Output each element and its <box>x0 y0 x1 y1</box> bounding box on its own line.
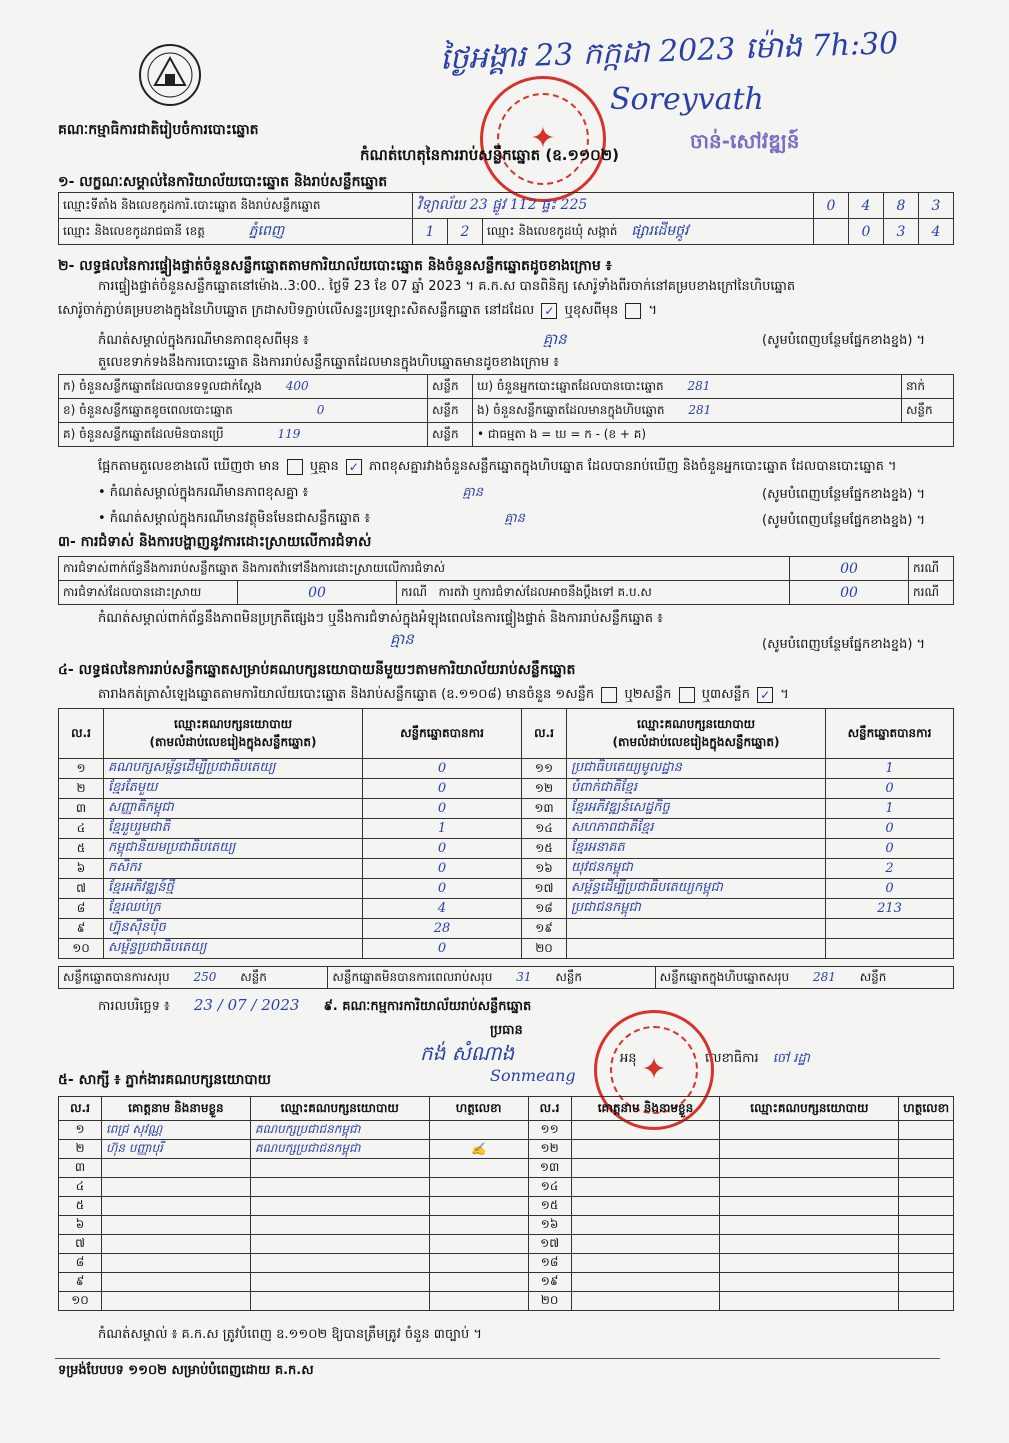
witness-party <box>250 1235 429 1254</box>
irregularity-note-line: កំណត់សម្គាល់ពាក់ព័ន្ធនឹងភាពមិនប្រក្រតីផ្សេងៗ ឬនឹងការជំទាស់ក្នុងអំឡុងពេលនៃការផ្ទៀងផ្ទាត់ និងការរាប់សន្លឹកឆ្នោត ៖ <box>98 611 663 626</box>
case-unit: ករណី <box>909 581 954 605</box>
section-3-heading: ៣- ការជំទាស់ និងការបង្ហាញនូវការដោះស្រាយលើការជំទាស់ <box>58 534 372 550</box>
party-votes: 1 <box>826 799 954 819</box>
party-name: សហភាពជាតិខ្មែរ <box>567 819 826 839</box>
witness-party: គណបក្សប្រជាជនកម្ពុជា <box>250 1121 429 1140</box>
fill-hint: (សូមបំពេញបន្ថែមផ្នែកខាងខ្នង) ។ <box>762 333 926 348</box>
party-results-table <box>58 708 954 959</box>
row-number: ១ <box>59 759 104 779</box>
unit-label: សន្លឹក <box>902 399 954 423</box>
office-code-digit: 4 <box>849 193 884 219</box>
row-number: ៨ <box>59 899 104 919</box>
one-sheet-checkbox[interactable] <box>601 687 617 703</box>
witness-signature <box>429 1292 528 1311</box>
official-seal-bottom: ✦ <box>594 1010 714 1130</box>
bullet-difference-value: គ្មាន <box>462 485 483 500</box>
witness-name <box>571 1235 720 1254</box>
witness-signature <box>899 1140 954 1159</box>
commune-code-digit: 0 <box>849 219 884 245</box>
party-name: ខ្មែររួបរួមជាតិ <box>104 819 363 839</box>
table-row <box>59 779 954 799</box>
table-row <box>59 1159 954 1178</box>
total-box-value: 281 <box>812 969 836 984</box>
voters-label: ឃ) ចំនួនអ្នកបោះឆ្នោតដែលបានបោះឆ្នោត <box>477 378 664 393</box>
footnote: កំណត់សម្គាល់ ៖ គ.ក.ស ត្រូវបំពេញ ឧ.១១០២ ឱ្យបានត្រឹមត្រូវ ចំនួន ៣ច្បាប់ ។ <box>98 1327 482 1342</box>
table-row <box>59 1292 954 1311</box>
unit-label: សន្លឹក <box>428 399 473 423</box>
province-code-digit: 2 <box>448 219 483 245</box>
row-number: ១១ <box>522 759 567 779</box>
spoiled-label: ខ) ចំនួនសន្លឹកឆ្នោតខូចពេលបោះឆ្នោត <box>63 402 233 417</box>
col-sign: ហត្ថលេខា <box>899 1097 954 1121</box>
table-row <box>59 1235 954 1254</box>
row-number: ៣ <box>59 1159 102 1178</box>
witness-signature <box>899 1178 954 1197</box>
table-row <box>59 919 954 939</box>
party-rows <box>59 759 954 959</box>
table-row <box>59 839 954 859</box>
witness-party <box>720 1273 899 1292</box>
witness-name <box>101 1216 250 1235</box>
witness-signature <box>899 1254 954 1273</box>
party-votes: 0 <box>363 779 522 799</box>
row-number: ៧ <box>59 1235 102 1254</box>
party-name: ខ្មែរឈប់ក្រ <box>104 899 363 919</box>
row-number: ១៥ <box>522 839 567 859</box>
total-valid-value: 250 <box>193 969 217 984</box>
counts-table <box>58 374 954 447</box>
commune-label: ឈ្មោះ និងលេខកូដឃុំ សង្កាត់ <box>487 224 618 238</box>
office-code-digit: 0 <box>814 193 849 219</box>
total-box-label: សន្លឹកឆ្នោតក្នុងហិបឆ្នោតសរុប <box>659 969 790 984</box>
party-name: សម្ព័ន្ធដើម្បីប្រជាធិបតេយ្យកម្ពុជា <box>567 879 826 899</box>
witness-signature <box>899 1121 954 1140</box>
document-title: កំណត់ហេតុនៃការរាប់សន្លឹកឆ្នោត (ឧ.១១០២) <box>360 146 620 164</box>
violet-name-stamp: ចាន់-សៅវឌ្ឍន៍ <box>690 129 800 153</box>
row-number: ៤ <box>59 1178 102 1197</box>
witness-signature: ✍ <box>429 1140 528 1159</box>
party-votes: 2 <box>826 859 954 879</box>
party-name: ខ្មែរតែមួយ <box>104 779 363 799</box>
party-votes: 0 <box>363 939 522 959</box>
witness-signature <box>429 1273 528 1292</box>
committee-label: ៩. គណៈកម្មការការិយាល័យរាប់សន្លឹកឆ្នោត <box>323 999 532 1014</box>
formula: • ជាធម្មតា ង = ឃ = ក - (ខ + គ) <box>473 423 954 447</box>
party-votes: 0 <box>826 879 954 899</box>
complaint-value: 00 <box>790 557 909 581</box>
total-invalid-label: សន្លឹកឆ្នោតមិនបានការពេលរាប់សរុប <box>332 969 493 984</box>
received-label: ក) ចំនួនសន្លឹកឆ្នោតដែលបានទទួលជាក់ស្តែង <box>63 378 262 393</box>
party-votes <box>826 939 954 959</box>
total-invalid-value: 31 <box>516 969 532 984</box>
party-name <box>567 939 826 959</box>
unused-label: គ) ចំនួនសន្លឹកឆ្នោតដែលមិនបានប្រើ <box>63 426 224 441</box>
col-party: ឈ្មោះគណបក្សនយោបាយ <box>720 1097 899 1121</box>
province-label: ឈ្មោះ និងលេខកូដរាជធានី ខេត្ត ភ្នំពេញ <box>59 219 413 245</box>
handwritten-date: ថ្ងៃអង្គារ 23 កក្កដា 2023 ម៉ោង 7h:30 <box>439 26 899 77</box>
section-5-heading: ៥- សាក្សី ៖ ភ្នាក់ងារគណបក្សនយោបាយ <box>58 1072 272 1088</box>
secretary-line: លេខាធិការ ចៅ រដ្ឋា <box>705 1051 810 1066</box>
witness-name: ពេជ្រ សុវណ្ណ <box>101 1121 250 1140</box>
witness-party <box>250 1292 429 1311</box>
witness-signature <box>429 1159 528 1178</box>
party-votes: 0 <box>363 759 522 779</box>
appeal-value: 00 <box>790 581 909 605</box>
has-difference-checkbox[interactable] <box>287 459 303 475</box>
party-name: ប្រជាជនកម្ពុជា <box>567 899 826 919</box>
witness-name: ហ៊ុន បញ្ញាបុរី <box>101 1140 250 1159</box>
row-number: ១៦ <box>528 1216 571 1235</box>
witness-name <box>101 1178 250 1197</box>
witness-party <box>720 1178 899 1197</box>
two-sheets-checkbox[interactable] <box>679 687 695 703</box>
witness-signature <box>899 1273 954 1292</box>
table-row <box>59 859 954 879</box>
party-name: គណបក្សសម្ព័ន្ធដើម្បីប្រជាធិបតេយ្យ <box>104 759 363 779</box>
party-votes: 0 <box>826 779 954 799</box>
witness-signature <box>429 1121 528 1140</box>
witness-name <box>571 1273 720 1292</box>
row-number: ១៨ <box>522 899 567 919</box>
party-name: កម្ពុជានិយមប្រជាធិបតេយ្យ <box>104 839 363 859</box>
bullet-foreign-object-value: គ្មាន <box>504 511 525 526</box>
spoiled-value: 0 <box>316 402 325 417</box>
nec-emblem-icon <box>135 40 205 110</box>
witness-party <box>250 1273 429 1292</box>
party-name: កសិករ <box>104 859 363 879</box>
table-row <box>59 879 954 899</box>
bullet-foreign-object-note: • កំណត់សម្គាល់ក្នុងករណីមានវត្ថុមិនមែនជាសន្លឹកឆ្នោត ៖ គ្មាន <box>98 511 525 526</box>
row-number: ១៣ <box>528 1159 571 1178</box>
seal-status-line: សោរ៉ូចាក់ភ្ជាប់គម្របខាងក្នុងនៃហិបឆ្នោត ក្រដាសបិទភ្ជាប់លើសន្ទះប្រឡោះសិតសន្លឹកឆ្នោត នៅដដែល ✓ ឬខុសពីមុន ។ <box>58 303 658 318</box>
col-party: ឈ្មោះគណបក្សនយោបាយ (តាមលំដាប់លេខរៀងក្នុងសន្លឹកឆ្នោត) <box>567 709 826 759</box>
row-number: ១៩ <box>522 919 567 939</box>
secretary-signature: ចៅ រដ្ឋា <box>772 1051 810 1066</box>
col-party: ឈ្មោះគណបក្សនយោបាយ (តាមលំដាប់លេខរៀងក្នុងសន្លឹកឆ្នោត) <box>104 709 363 759</box>
col-no: ល.រ <box>59 1097 102 1121</box>
row-number: ៩ <box>59 1273 102 1292</box>
section-4-heading: ៤- លទ្ធផលនៃការរាប់សន្លឹកឆ្នោតសម្រាប់គណបក្សនយោបាយនីមួយៗតាមការិយាល័យរាប់សន្លឹកឆ្នោត <box>58 662 576 678</box>
witness-name <box>101 1197 250 1216</box>
party-name: ខ្មែរអនាគត <box>567 839 826 859</box>
unit-label: សន្លឹក <box>428 375 473 399</box>
witness-signature <box>429 1178 528 1197</box>
witness-signature <box>899 1159 954 1178</box>
witness-name <box>571 1140 720 1159</box>
same-checkbox[interactable]: ✓ <box>541 303 557 319</box>
witness-party <box>720 1140 899 1159</box>
unused-value: 119 <box>277 426 301 441</box>
office-code-digit: 3 <box>919 193 954 219</box>
row-number: ១០ <box>59 939 104 959</box>
fill-hint: (សូមបំពេញបន្ថែមផ្នែកខាងខ្នង) ។ <box>762 487 926 502</box>
footer-divider <box>55 1358 940 1359</box>
table-row <box>59 819 954 839</box>
witness-name <box>571 1292 720 1311</box>
row-number: ៩ <box>59 919 104 939</box>
table-row <box>59 1178 954 1197</box>
party-votes: 4 <box>363 899 522 919</box>
party-name: ខ្មែរអភិវឌ្ឍន៍សេដ្ឋកិច្ច <box>567 799 826 819</box>
party-name: ខ្មែរអភិវឌ្ឍន៍ថ្មី <box>104 879 363 899</box>
witness-party <box>720 1292 899 1311</box>
witness-name <box>101 1273 250 1292</box>
row-number: ១៦ <box>522 859 567 879</box>
witness-party <box>720 1235 899 1254</box>
witness-signature <box>429 1254 528 1273</box>
chair-signature: កង់ សំណាង <box>420 1041 515 1065</box>
witness-name <box>571 1197 720 1216</box>
row-number: ១២ <box>528 1140 571 1159</box>
row-number: ៨ <box>59 1254 102 1273</box>
witness-name <box>571 1121 720 1140</box>
party-votes: 0 <box>826 839 954 859</box>
col-no: ល.រ <box>528 1097 571 1121</box>
col-votes: សន្លឹកឆ្នោតបានការ <box>363 709 522 759</box>
witness-name <box>571 1216 720 1235</box>
col-no: ល.រ <box>59 709 104 759</box>
party-votes: 0 <box>363 859 522 879</box>
three-sheets-checkbox[interactable]: ✓ <box>757 687 773 703</box>
row-number: ១២ <box>522 779 567 799</box>
party-votes: 0 <box>363 799 522 819</box>
witness-signature <box>429 1216 528 1235</box>
row-number: ១៧ <box>528 1235 571 1254</box>
fill-hint: (សូមបំពេញបន្ថែមផ្នែកខាងខ្នង) ។ <box>762 637 926 652</box>
row-number: ៥ <box>59 1197 102 1216</box>
party-name: សម្ព័ន្ធប្រជាធិបតេយ្យ <box>104 939 363 959</box>
witness-table <box>58 1096 954 1311</box>
witness-signature <box>899 1216 954 1235</box>
party-name: បំពាក់ជាតិខ្មែរ <box>567 779 826 799</box>
row-number: ១៥ <box>528 1197 571 1216</box>
table-row <box>59 939 954 959</box>
party-votes: 0 <box>363 839 522 859</box>
witness-signature <box>899 1292 954 1311</box>
table-row <box>59 899 954 919</box>
in-box-label: ង) ចំនួនសន្លឹកឆ្នោតដែលមានក្នុងហិបឆ្នោត <box>477 402 665 417</box>
party-votes: 0 <box>826 819 954 839</box>
row-number: ១៤ <box>522 819 567 839</box>
table-row <box>59 1254 954 1273</box>
office-label: ឈ្មោះទីតាំង និងលេខកូដការិ.បោះឆ្នោត និងរាប់សន្លឹកឆ្នោត <box>59 193 413 219</box>
row-number: ១៤ <box>528 1178 571 1197</box>
case-unit: ករណី <box>401 584 428 599</box>
witness-party <box>720 1197 899 1216</box>
witness-party <box>250 1178 429 1197</box>
row-number: ៦ <box>59 1216 102 1235</box>
witness-party <box>250 1159 429 1178</box>
witness-party: គណបក្សប្រជាជនកម្ពុជា <box>250 1140 429 1159</box>
commune-value: ផ្សារដើមថ្កូវ <box>631 223 689 239</box>
commune-cell <box>483 219 814 245</box>
total-valid-label: សន្លឹកឆ្នោតបានការសរុប <box>63 969 170 984</box>
party-votes: 213 <box>826 899 954 919</box>
difference-check-line: ផ្អែកតាមតួលេខខាងលើ ឃើញថា មាន ឬគ្មាន ✓ ភាពខុសគ្នារវាងចំនួនសន្លឹកឆ្នោតក្នុងហិបឆ្នោត ដែលបានរាប់ឃើញ និងចំនួនអ្នកបោះឆ្នោត ដែលបានបោះឆ្នោត ។ <box>98 459 897 474</box>
office-code-digit: 8 <box>884 193 919 219</box>
resolved-value: 00 <box>238 581 397 605</box>
table-row <box>59 1273 954 1292</box>
col-sign: ហត្ថលេខា <box>429 1097 528 1121</box>
row-number: ១ <box>59 1121 102 1140</box>
voters-value: 281 <box>687 378 711 393</box>
table-row <box>59 1197 954 1216</box>
table-row <box>59 759 954 779</box>
row-number: ១៨ <box>528 1254 571 1273</box>
party-name: ហ្វ៊ុនស៊ិនប៉ិច <box>104 919 363 939</box>
row-number: ២០ <box>522 939 567 959</box>
row-number: ៧ <box>59 879 104 899</box>
witness-party <box>250 1197 429 1216</box>
row-number: ២០ <box>528 1292 571 1311</box>
row-number: ៣ <box>59 799 104 819</box>
witness-signature <box>899 1235 954 1254</box>
row-number: ១០ <box>59 1292 102 1311</box>
verification-time-line: ការផ្ទៀងផ្ទាត់ចំនួនសន្លឹកឆ្នោតនៅម៉ោង..3:00.. ថ្ងៃទី 23 ខែ 07 ឆ្នាំ 2023 ។ គ.ក.ស បានពិនិត្យ សោរ៉ូទាំងពីរចាក់នៅគម្របខាងក្រៅនៃហិបឆ្នោត <box>98 279 796 294</box>
complaint-label: ការជំទាស់ពាក់ព័ន្ធនឹងការរាប់សន្លឹកឆ្នោត និងការតវ៉ាទៅនឹងការដោះស្រាយលើការជំទាស់ <box>59 557 790 581</box>
unit-label: សន្លឹក <box>428 423 473 447</box>
row-number: ៥ <box>59 839 104 859</box>
party-votes: 0 <box>363 879 522 899</box>
witness-party <box>250 1254 429 1273</box>
witness-party <box>720 1159 899 1178</box>
unit-label: នាក់ <box>902 375 954 399</box>
difference-note-line: កំណត់សម្គាល់ក្នុងករណីមានភាពខុសពីមុន ៖ គ្មាន <box>98 330 567 348</box>
fill-hint: (សូមបំពេញបន្ថែមផ្នែកខាងខ្នង) ។ <box>762 513 926 528</box>
section-1-heading: ១- លក្ខណៈសម្គាល់នៃការិយាល័យបោះឆ្នោត និងរាប់សន្លឹកឆ្នោត <box>58 174 388 190</box>
witness-name <box>101 1254 250 1273</box>
tally-sheet-line: តារាងកត់ត្រាសំឡេងឆ្នោតតាមការិយាល័យបោះឆ្នោត និងរាប់សន្លឹកឆ្នោត (ឧ.១១០៨) មានចំនួន ១សន្លឹក ឬ២សន្លឹក ឬ៣សន្លឹក ✓ ។ <box>98 687 789 702</box>
row-number: ១៧ <box>522 879 567 899</box>
party-votes: 1 <box>363 819 522 839</box>
official-seal-top: ✦ <box>480 76 606 202</box>
party-name: សញ្ញាតិកម្ពុជា <box>104 799 363 819</box>
section-1-table <box>58 192 954 245</box>
col-party: ឈ្មោះគណបក្សនយោបាយ <box>250 1097 429 1121</box>
row-number: ១៣ <box>522 799 567 819</box>
party-votes: 1 <box>826 759 954 779</box>
table-row <box>59 799 954 819</box>
chair-signature-latin: Sonmeang <box>490 1066 576 1085</box>
table-row <box>59 1121 954 1140</box>
bullet-difference-note: • កំណត់សម្គាល់ក្នុងករណីមានភាពខុសគ្នា ៖ គ្មាន <box>98 485 483 500</box>
col-name: គោត្តនាម និងនាមខ្លួន <box>571 1097 720 1121</box>
province-value: ភ្នំពេញ <box>248 223 285 239</box>
party-name: យុវជនកម្ពុជា <box>567 859 826 879</box>
row-number: ៤ <box>59 819 104 839</box>
table-row <box>59 1216 954 1235</box>
commune-code-digit: 4 <box>919 219 954 245</box>
witness-party <box>720 1216 899 1235</box>
witness-rows <box>59 1121 954 1311</box>
office-value: វិទ្យាល័យ 23 ផ្លូវ 112 ផ្ទះ 225 <box>413 193 814 219</box>
case-unit: ករណី <box>909 557 954 581</box>
difference-note-value: គ្មាន <box>542 330 567 348</box>
witness-name <box>571 1254 720 1273</box>
col-name: គោត្តនាម និងនាមខ្លួន <box>101 1097 250 1121</box>
no-difference-checkbox[interactable]: ✓ <box>346 459 362 475</box>
col-votes: សន្លឹកឆ្នោតបានការ <box>826 709 954 759</box>
counts-intro: តួលេខទាក់ទងនឹងការបោះឆ្នោត និងការរាប់សន្លឹកឆ្នោតដែលមានក្នុងហិបឆ្នោតមានដូចខាងក្រោម ៖ <box>98 355 559 370</box>
totals-table: សន្លឹកឆ្នោតបានការសរុប 250 សន្លឹក សន្លឹកឆ្នោតមិនបានការពេលរាប់សរុប 31 សន្លឹក សន្លឹកឆ្នោតក្នុងហិបឆ្នោតសរុប 281 សន្លឹក <box>58 966 954 989</box>
party-name: ប្រជាធិបតេយ្យមូលដ្ឋាន <box>567 759 826 779</box>
date-value: 23 / 07 / 2023 <box>193 996 300 1014</box>
section-2-heading: ២- លទ្ធផលនៃការផ្ទៀងផ្ទាត់ចំនួនសន្លឹកឆ្នោតតាមការិយាល័យបោះឆ្នោត និងចំនួនសន្លឹកឆ្នោតដូចខាងក្រោម ៖ <box>58 258 612 274</box>
row-number: ៦ <box>59 859 104 879</box>
row-number: ១១ <box>528 1121 571 1140</box>
witness-signature <box>899 1197 954 1216</box>
witness-name <box>101 1292 250 1311</box>
resolved-label: ការជំទាស់ដែលបានដោះស្រាយ <box>59 581 238 605</box>
witness-signature <box>429 1197 528 1216</box>
witness-name <box>571 1159 720 1178</box>
in-box-value: 281 <box>688 402 712 417</box>
appeal-label: ការតវ៉ា ឬការជំទាស់ដែលអាចនឹងប្តឹងទៅ គ.ប.ស <box>438 584 652 599</box>
table-row <box>59 1140 954 1159</box>
party-name <box>567 919 826 939</box>
complaints-table <box>58 556 954 605</box>
chair-label: ប្រធាន <box>490 1023 523 1038</box>
handwritten-signature: Soreyvath <box>610 82 764 117</box>
date-line: ការលបរិច្ឆេទ ៖ 23 / 07 / 2023 ៩. គណៈកម្មការការិយាល័យរាប់សន្លឹកឆ្នោត <box>98 996 532 1014</box>
row-number: ២ <box>59 1140 102 1159</box>
irregularity-note-value: គ្មាន <box>390 630 414 648</box>
witness-party <box>250 1216 429 1235</box>
different-checkbox[interactable] <box>625 303 641 319</box>
party-votes: 28 <box>363 919 522 939</box>
witness-party <box>720 1121 899 1140</box>
organization-name: គណៈកម្មាធិការជាតិរៀបចំការបោះឆ្នោត <box>58 122 259 138</box>
received-value: 400 <box>285 378 309 393</box>
form-footer: ទម្រង់បែបបទ ១១០២ សម្រាប់បំពេញដោយ គ.ក.ស <box>58 1363 314 1378</box>
row-number: ២ <box>59 779 104 799</box>
row-number: ១៩ <box>528 1273 571 1292</box>
witness-name <box>571 1178 720 1197</box>
witness-name <box>101 1159 250 1178</box>
commune-code-digit: 3 <box>884 219 919 245</box>
witness-party <box>720 1254 899 1273</box>
witness-signature <box>429 1235 528 1254</box>
witness-name <box>101 1235 250 1254</box>
deputy-label: អនុ <box>620 1051 637 1066</box>
party-votes <box>826 919 954 939</box>
province-code-digit: 1 <box>413 219 448 245</box>
col-no: ល.រ <box>522 709 567 759</box>
